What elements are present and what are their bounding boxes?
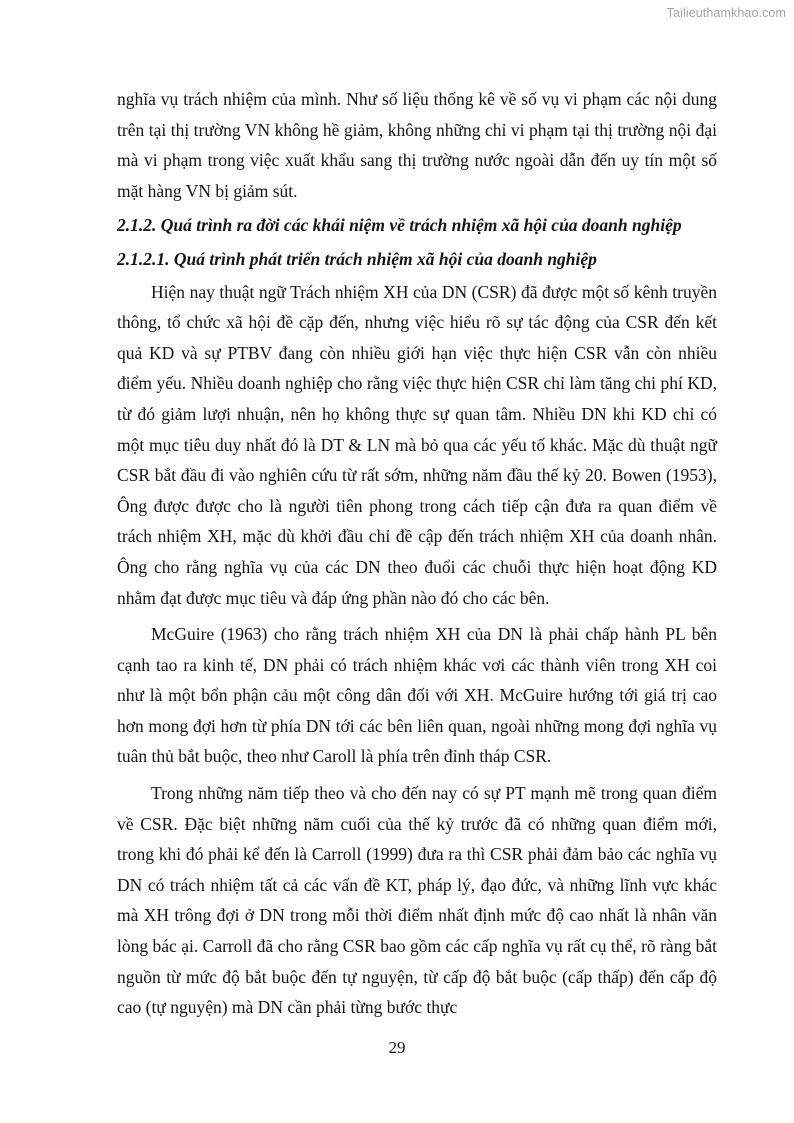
section-heading-2-1-2: 2.1.2. Quá trình ra đời các khái niệm về trách nhiệm xã hội của doanh nghiệp (117, 215, 682, 236)
page-number: 29 (388, 1038, 406, 1057)
page-content (117, 84, 717, 1023)
paragraph-3: Trong những năm tiếp theo và cho đến nay có sự PT mạnh mẽ trong quan điểm về CSR. Đặc biệt những năm cuối của thế kỷ trước đã có những quan điểm mới, trong khi đó phải kể đến là Carroll (1999) đưa ra thì CSR phải đảm bảo các nghĩa vụ DN có trách nhiệm tất cả các vấn đề KT, pháp lý, đạo đức, và những lĩnh vực khác mà XH trông đợi ở DN trong mỗi thời điểm nhất định mức độ cao nhất là nhân văn lòng bác ại. Carroll đã cho rằng CSR bao gồm các cấp nghĩa vụ rất cụ thể, rõ ràng bắt nguồn từ mức độ bắt buộc đến tự nguyện, từ cấp độ bắt buộc (cấp thấp) đến cấp độ cao (tự nguyện) mà DN cần phải từng bước thực (117, 783, 717, 1018)
watermark: Tailieuthamkhao.com (666, 6, 786, 20)
section-heading-2-1-2-1: 2.1.2.1. Quá trình phát triển trách nhiệm xã hội của doanh nghiệp (117, 248, 597, 269)
paragraph-2: McGuire (1963) cho rằng trách nhiệm XH của DN là phải chấp hành PL bên cạnh tao ra kinh tế, DN phải có trách nhiệm khác vơi các thành viên trong XH coi như là một bổn phận cảu một công dân đối với XH. McGuire hướng tới giá trị cao hơn mong đợi hơn từ phía DN tới các bên liên quan, ngoài những mong đợi nghĩa vụ tuân thủ bắt buộc, theo như Caroll là phía trên đỉnh tháp CSR. (117, 624, 717, 767)
paragraph-1: Hiện nay thuật ngữ Trách nhiệm XH của DN (CSR) đã được một số kênh truyền thông, tổ chức xã hội đề cặp đến, nhưng việc hiểu rõ sự tác động của CSR đến kết quả KD và sự PTBV đang còn nhiều giới hạn việc thực hiện CSR vẫn còn nhiều điểm yếu. Nhiều doanh nghiệp cho rằng việc thực hiện CSR chỉ làm tăng chi phí KD, từ đó giảm lượi nhuận, nên họ không thực sự quan tâm. Nhiều DN khi KD chỉ có một mục tiêu duy nhất đó là DT & LN mà bỏ qua các yếu tố khác. Mặc dù thuật ngữ CSR bắt đầu đi vào nghiên cứu từ rất sớm, những năm đầu thế kỷ 20. Bowen (1953), Ông được được cho là người tiên phong trong cách tiếp cận đưa ra quan điểm về trách nhiệm XH, mặc dù khởi đầu chỉ đề cập đến trách nhiệm XH của doanh nhân. Ông cho rằng nghĩa vụ của các DN theo đuổi các chuỗi thực hiện hoạt động KD nhằm đạt được mục tiêu và đáp ứng phần nào đó cho các bên. (117, 281, 717, 608)
paragraph-continued: nghĩa vụ trách nhiệm của mình. Như số liệu thống kê về số vụ vi phạm các nội dung trên tại thị trường VN không hề giảm, không những chỉ vi phạm tại thị trường nội đại mà vi phạm trong việc xuất khẩu sang thị trường nước ngoài dẫn đến uy tín một số mặt hàng VN bị giảm sút. (117, 89, 717, 201)
